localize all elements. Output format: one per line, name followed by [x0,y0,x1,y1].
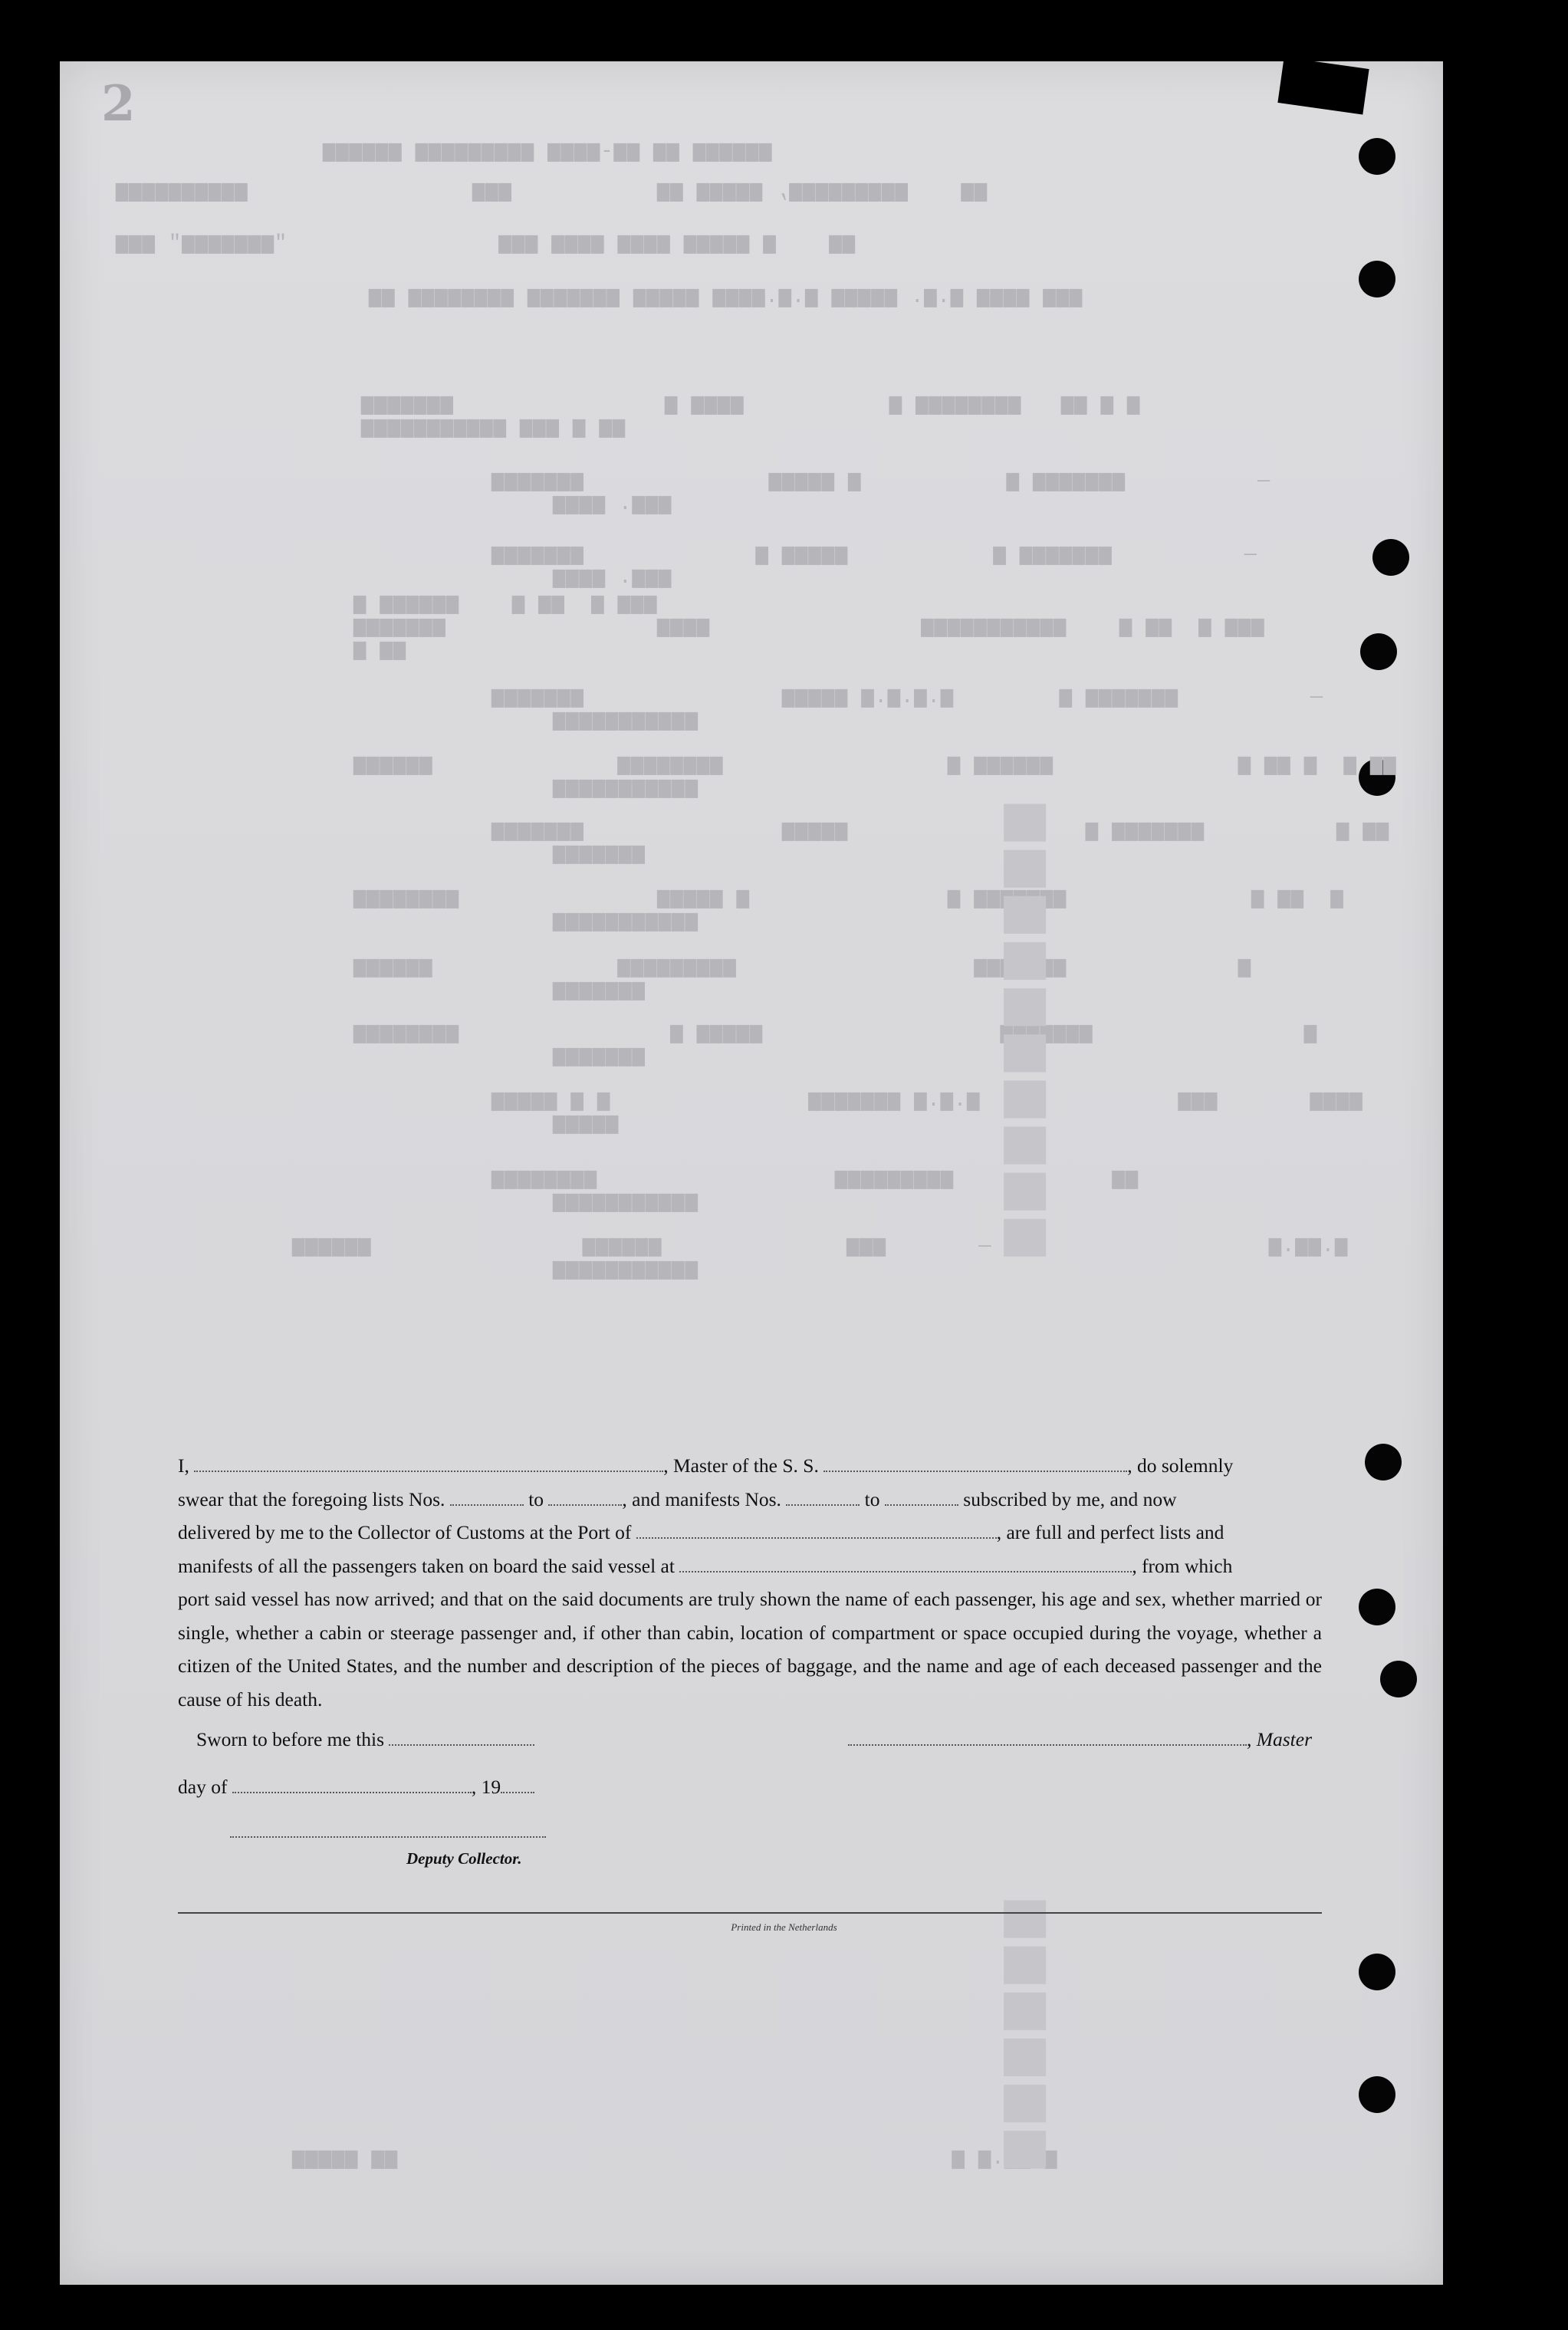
day-line [178,1776,534,1799]
list-no-to-field[interactable] [548,1489,622,1506]
declaration-text: subscribed by me, and now [963,1487,1177,1510]
declaration-text: to [528,1487,544,1510]
declaration-line [178,1516,1322,1549]
list-no-from-field[interactable] [450,1489,524,1506]
declaration-body: port said vessel has now arrived; and that on the said documents are truly shown the name of each passenger, his age and sex, whether married or single, whether a cabin or steerage passenger and, if other than cabin, location of compartment or space occupied during the voyage, whether a citizen of the United States, and the number and description of the pieces of baggage, and the name and age of each deceased passenger and the cause of his death. [178,1588,1322,1711]
declaration-line [178,1549,1322,1583]
year-field[interactable] [501,1776,534,1793]
declaration-line [178,1449,1322,1483]
master-name-field[interactable] [194,1455,663,1472]
footer-rule [178,1912,1322,1914]
master-label: , Master [1247,1728,1312,1750]
declaration-text: , from which [1132,1554,1233,1577]
sworn-line [196,1728,534,1751]
declaration-text: to [864,1487,880,1510]
declaration-text: delivered by me to the Collector of Customs at the Port of [178,1521,632,1543]
sworn-date-field[interactable] [389,1729,534,1746]
deputy-collector-label: Deputy Collector. [406,1849,522,1868]
embarkation-port-field[interactable] [679,1556,1132,1573]
punch-hole [1359,261,1395,297]
manifest-no-from-field[interactable] [786,1489,860,1506]
sworn-label: Sworn to before me this [196,1728,385,1750]
punch-hole [1360,633,1397,670]
master-signature-field[interactable] [848,1729,1247,1746]
corner-page-mark: 2 [101,75,136,133]
declaration-text: I, [178,1454,189,1477]
punch-hole [1359,1589,1395,1625]
master-signature-line [848,1728,1312,1751]
declaration-line [178,1483,1322,1517]
punch-hole [1359,1954,1395,1990]
master-declaration [178,1449,1322,1716]
manifest-no-to-field[interactable] [885,1489,958,1506]
declaration-text: , do solemnly [1127,1454,1234,1477]
vessel-name-field[interactable] [823,1455,1127,1472]
year-label: , 19 [471,1776,501,1798]
punch-hole [1372,539,1409,576]
punch-hole [1359,2076,1395,2113]
punch-hole [1359,138,1395,175]
punch-hole [1365,1444,1402,1480]
declaration-text: , Master of the S. S. [663,1454,819,1477]
port-field[interactable] [636,1522,997,1539]
day-of-label: day of [178,1776,228,1798]
declaration-text: , and manifests Nos. [622,1487,781,1510]
punch-hole [1380,1661,1417,1697]
deputy-signature-field[interactable] [230,1836,546,1838]
day-field[interactable] [232,1776,472,1793]
declaration-text: , are full and perfect lists and [996,1521,1224,1543]
declaration-text: manifests of all the passengers taken on board the said vessel at [178,1554,675,1577]
printer-imprint: Printed in the Netherlands [731,1921,837,1933]
declaration-text: swear that the foregoing lists Nos. [178,1487,445,1510]
